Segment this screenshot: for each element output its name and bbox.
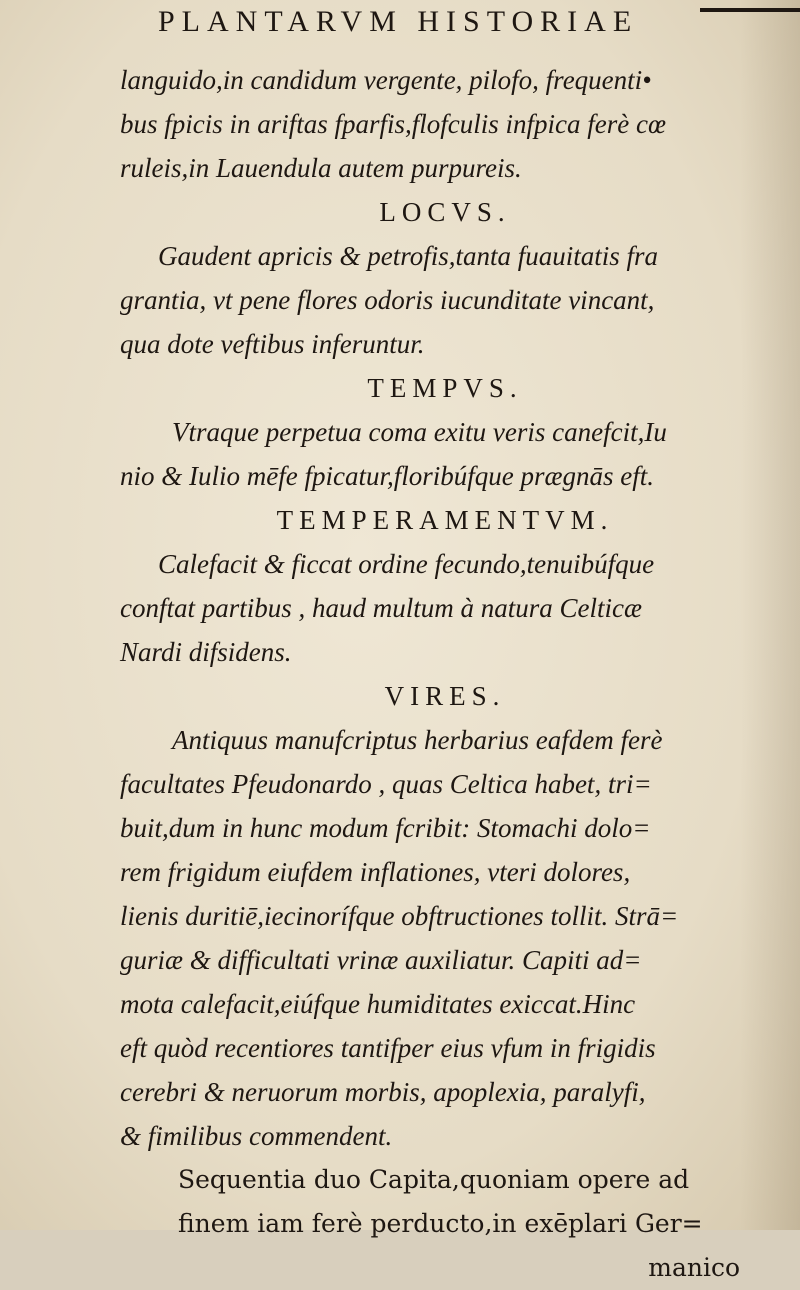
section-heading-tempus: TEMPVS. <box>367 373 523 403</box>
note-line: finem iam ferè perducto,in exēplari Ger= <box>178 1209 703 1238</box>
text-line: buit,dum in hunc modum fcribit: Stomachi dolo= <box>120 813 651 843</box>
section-heading-temperamentum: TEMPERAMENTVM. <box>276 505 614 535</box>
text-line: mota calefacit,eiúfque humiditates exiccat.Hinc <box>120 989 636 1019</box>
text-line: cerebri & neruorum morbis, apoplexia, paralyfi, <box>120 1077 646 1107</box>
text-line: rem frigidum eiufdem inflationes, vteri dolores, <box>120 857 631 887</box>
text-line: conftat partibus , haud multum à natura Celticæ <box>120 593 643 623</box>
running-title: PLANTARVM HISTORIAE <box>158 5 639 38</box>
text-line: facultates Pfeudonardo , quas Celtica habet, tri= <box>120 769 652 799</box>
text-line: grantia, vt pene flores odoris iucunditate vincant, <box>120 285 655 315</box>
note-line: Sequentia duo Capita,quoniam opere ad <box>178 1165 690 1194</box>
catchword: manico <box>648 1253 740 1282</box>
text-line: languido,in candidum vergente, pilofo, frequenti• <box>120 65 652 95</box>
text-line: guriæ & difficultati vrinæ auxiliatur. Capiti ad= <box>120 945 642 975</box>
text-line: ruleis,in Lauendula autem purpureis. <box>120 153 522 183</box>
text-line: Gaudent apricis & petrofis,tanta fuauitatis fra <box>158 241 659 271</box>
text-line: nio & Iulio mēfe fpicatur,floribúfque prægnās eft. <box>120 461 654 491</box>
text-line: Calefacit & ficcat ordine fecundo,tenuibúfque <box>158 549 655 579</box>
text-line: & fimilibus commendent. <box>120 1121 393 1151</box>
section-heading-locus: LOCVS. <box>379 197 511 227</box>
text-line: Vtraque perpetua coma exitu veris canefcit,Iu <box>172 417 667 447</box>
section-heading-vires: VIRES. <box>384 681 506 711</box>
body-text <box>120 58 770 1290</box>
text-line: qua dote veftibus inferuntur. <box>120 329 425 359</box>
text-line: Nardi difsidens. <box>120 637 292 667</box>
text-line: lienis duritiē,iecinorífque obftructiones tollit. Strā= <box>120 901 679 931</box>
text-line: Antiquus manufcriptus herbarius eafdem ferè <box>172 725 663 755</box>
text-line: bus fpicis in ariftas fparfis,flofculis infpica ferè cœ <box>120 109 666 139</box>
header-rule <box>700 8 800 12</box>
text-line: eft quòd recentiores tantifper eius vfum in frigidis <box>120 1033 656 1063</box>
